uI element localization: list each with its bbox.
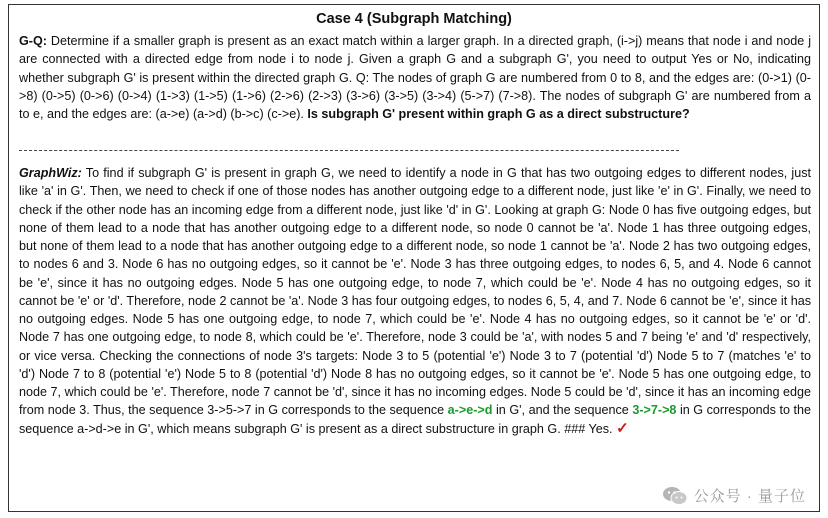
watermark-text: 公众号 · 量子位 [693, 488, 806, 505]
dashed-divider [19, 150, 679, 151]
answer-text-2: in G', and the sequence [492, 403, 633, 418]
watermark [662, 485, 806, 506]
answer-text-1: To find if subgraph G' is present in graph G, we need to identify a node in G that has two outgoing edges to different nodes, just like 'a' in G'. Then, we need to check if one of those nodes has another outgoing edge to a different node, just like 'e' in G'. Finally, we need to check if the other node has an incoming edge from a different node, just like 'd' in G'. Looking at graph G: Node 0 has five outgoing edges, but none of them lead to a node that has another outgoing edge to a different node, so node 0 cannot be 'a'. Node 1 has three outgoing edges, but none of them lead to a node that has another outgoing edge to a different node, so node 1 cannot be 'a'. Node 2 has two outgoing edges, to nodes 6 and 3. Node 6 has no outgoing edges, so it cannot be 'e'. Node 3 has three outgoing edges, to nodes 6, 5, and 4. Node 6 cannot be 'e', since it has no outgoing edges. Node 5 has one outgoing edge, to node 7, which could be 'e'. Node 4 has no outgoing edges, so it cannot be 'e' or 'd'. Therefore, node 2 cannot be 'a'. Node 3 has four outgoing edges, to nodes 6, 5, 4, and 7. Node 6 cannot be 'e', since it has no outgoing edges. Node 5 has one outgoing edge, to node 7, which could be 'e'. Node 4 has no outgoing edges, so it cannot be 'e' or 'd'. Node 7 has one outgoing edge, to node 8, which could be 'e'. Therefore, node 3 could be 'a', with nodes 5 and 7 being 'e' and 'd' respectively, or vice versa. Checking the connections of node 3's targets: Node 3 to 5 (potential 'e') Node 3 to 7 (potential 'd') Node 5 to 7 (matches 'e' to 'd') Node 7 to 8 (potential 'e') Node 5 to 8 (potential 'd') Node 8 has no outgoing edges, so it cannot be 'e'. Node 5 has one outgoing edge, to node 7, which could be 'e'. Therefore, node 7 cannot be 'd', since it has no incoming edges. Node 5 could be 'd', since it has an incoming edge from node 3. Thus, the sequence 3->5->7 in G corresponds to the sequence [19, 166, 811, 418]
question-block [19, 32, 811, 123]
green-sequence-1: a->e->d [447, 403, 493, 418]
question-bold: Is subgraph G' present within graph G as a direct substructure? [307, 107, 690, 121]
check-mark-icon: ✓ [616, 419, 629, 437]
green-sequence-2: 3->7->8 [632, 403, 677, 418]
answer-label: GraphWiz: [19, 166, 82, 180]
question-label: G-Q: [19, 34, 47, 48]
case-title: Case 4 (Subgraph Matching) [316, 11, 512, 27]
answer-block [19, 164, 811, 438]
case-card [8, 4, 820, 512]
question-text: Determine if a smaller graph is present as an exact match within a larger graph. In a directed graph, (i->j) means that node i and node j are connected with a directed edge from node i to node j. Given a graph G and a subgraph G', you need to output Yes or No, indicating whether subgraph G' is present within the directed graph G. Q: The nodes of graph G are numbered from 0 to 8, and the edges are: (0->1) (0->8) (0->5) (0->6) (0->4) (1->3) (1->5) (1->6) (2->6) (2->3) (3->6) (3->5) (3->4) (5->7) (7->8). The nodes of subgraph G' are numbered from a to e, and the edges are: (a->e) (a->d) (b->c) (c->e). [19, 34, 811, 121]
answer-text-3: in G corresponds to the sequence a->d->e in G', which means subgraph G' is present as a direct substructure in graph G. ### Yes. [19, 403, 811, 436]
wechat-icon [662, 486, 688, 506]
